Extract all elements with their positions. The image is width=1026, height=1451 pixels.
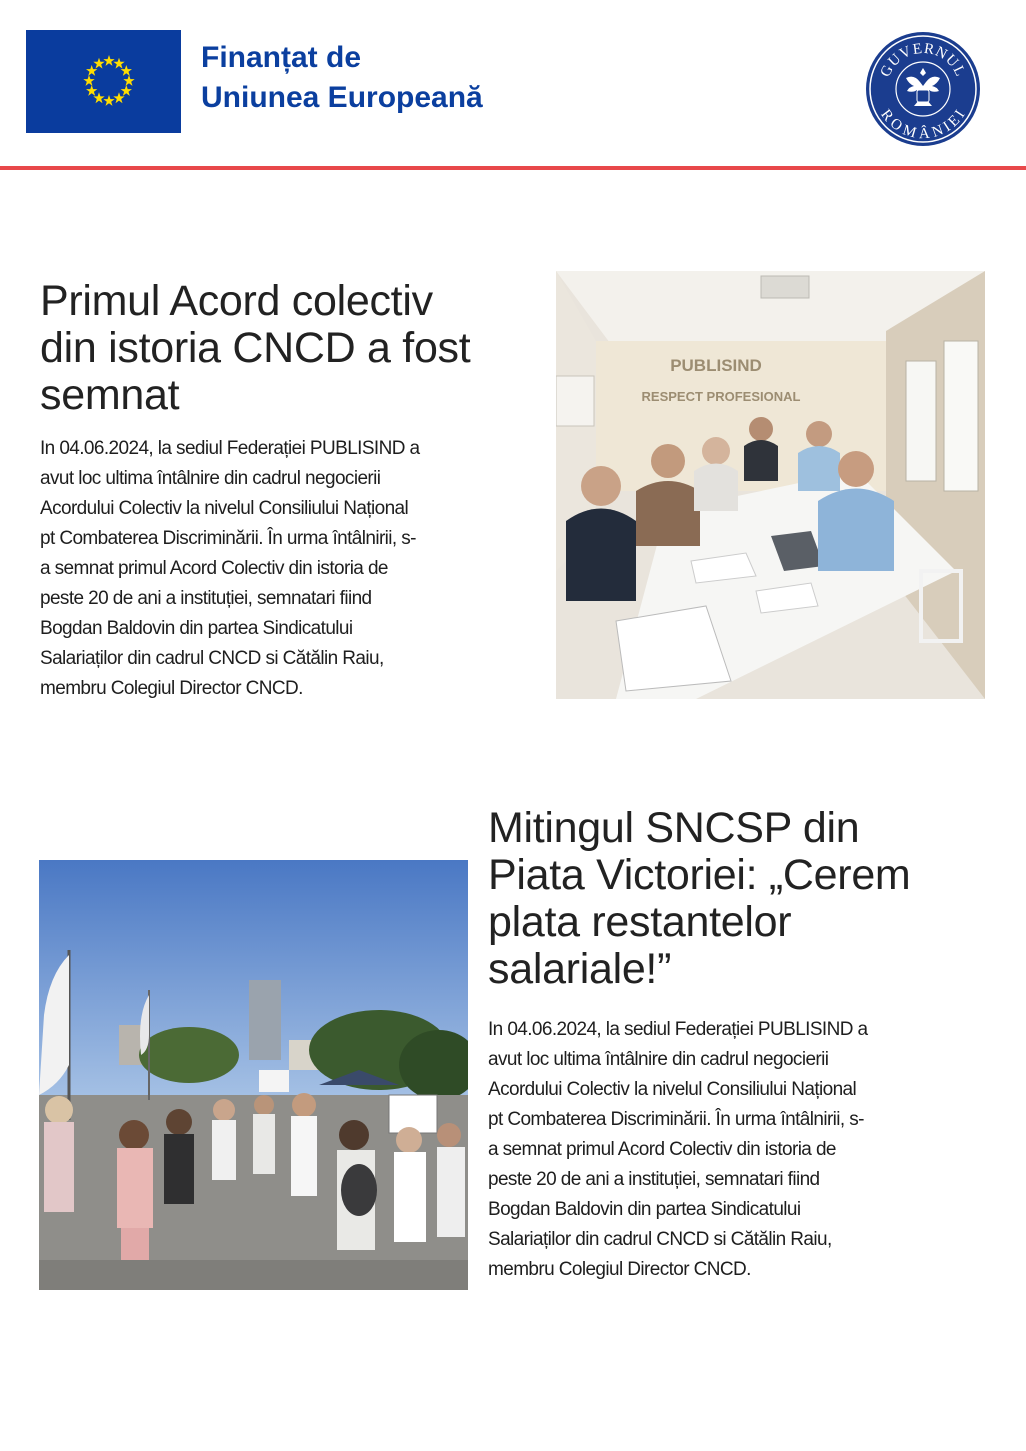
article1-body-line: a semnat primul Acord Colectiv din istoria de [40, 558, 388, 579]
article2-title [488, 805, 910, 993]
article1-body-line: peste 20 de ani a instituției, semnatari fiind [40, 588, 372, 609]
header-divider [0, 166, 1026, 170]
article2-body-line: Bogdan Baldovin din partea Sindicatului [488, 1199, 801, 1220]
article1-body-line: Salariaților din cadrul CNCD si Cătălin Raiu, [40, 648, 384, 669]
article2-body [488, 1015, 867, 1285]
article1-body-line: In 04.06.2024, la sediul Federației PUBLISIND a [40, 438, 420, 459]
article2-title-line: salariale!” [488, 945, 672, 993]
article2-body-line: pt Combaterea Discriminării. În urma întâlnirii, s- [488, 1109, 864, 1130]
government-seal-icon [864, 30, 982, 148]
article2-body-line: membru Colegiul Director CNCD. [488, 1259, 751, 1280]
eu-funding-line1: Finanțat de [201, 41, 362, 74]
article1-title-line: semnat [40, 371, 180, 419]
article1-title [40, 278, 470, 419]
eu-funding-label [201, 38, 483, 118]
article2-title-line: Piata Victoriei: „Cerem [488, 851, 911, 899]
article2-title-line: plata restantelor [488, 898, 792, 946]
photo-sign-line1: PUBLISIND [670, 356, 762, 375]
article1-body-line: membru Colegiul Director CNCD. [40, 678, 303, 699]
article1-body-line: avut loc ultima întâlnire din cadrul negocierii [40, 468, 381, 489]
eu-stars-icon [26, 30, 181, 133]
eu-flag-logo [26, 30, 181, 133]
article2-body-line: Acordului Colectiv la nivelul Consiliului Național [488, 1079, 857, 1100]
article2-body-line: Salariaților din cadrul CNCD si Cătălin Raiu, [488, 1229, 832, 1250]
eu-funding-line2: Uniunea Europeană [201, 81, 483, 114]
article2-photo-protest [39, 860, 468, 1290]
article2-body-line: peste 20 de ani a instituției, semnatari fiind [488, 1169, 820, 1190]
romanian-government-seal [864, 30, 982, 148]
article2-title-line: Mitingul SNCSP din [488, 804, 860, 852]
article1-photo-meeting [556, 271, 985, 699]
article2-body-line: a semnat primul Acord Colectiv din istoria de [488, 1139, 836, 1160]
article2-body-line: avut loc ultima întâlnire din cadrul negocierii [488, 1049, 829, 1070]
article2-body-line: In 04.06.2024, la sediul Federației PUBLISIND a [488, 1019, 868, 1040]
seal-text-bottom: ROMÂNIEI [877, 106, 969, 142]
article1-body-line: pt Combaterea Discriminării. În urma întâlnirii, s- [40, 528, 416, 549]
article1-title-line: Primul Acord colectiv [40, 277, 433, 325]
article1-body [40, 434, 419, 704]
photo-sign-line2: RESPECT PROFESIONAL [641, 389, 801, 404]
article1-body-line: Acordului Colectiv la nivelul Consiliului Național [40, 498, 409, 519]
article1-body-line: Bogdan Baldovin din partea Sindicatului [40, 618, 353, 639]
seal-text-top: GUVERNUL [877, 40, 969, 80]
article1-title-line: din istoria CNCD a fost [40, 324, 471, 372]
